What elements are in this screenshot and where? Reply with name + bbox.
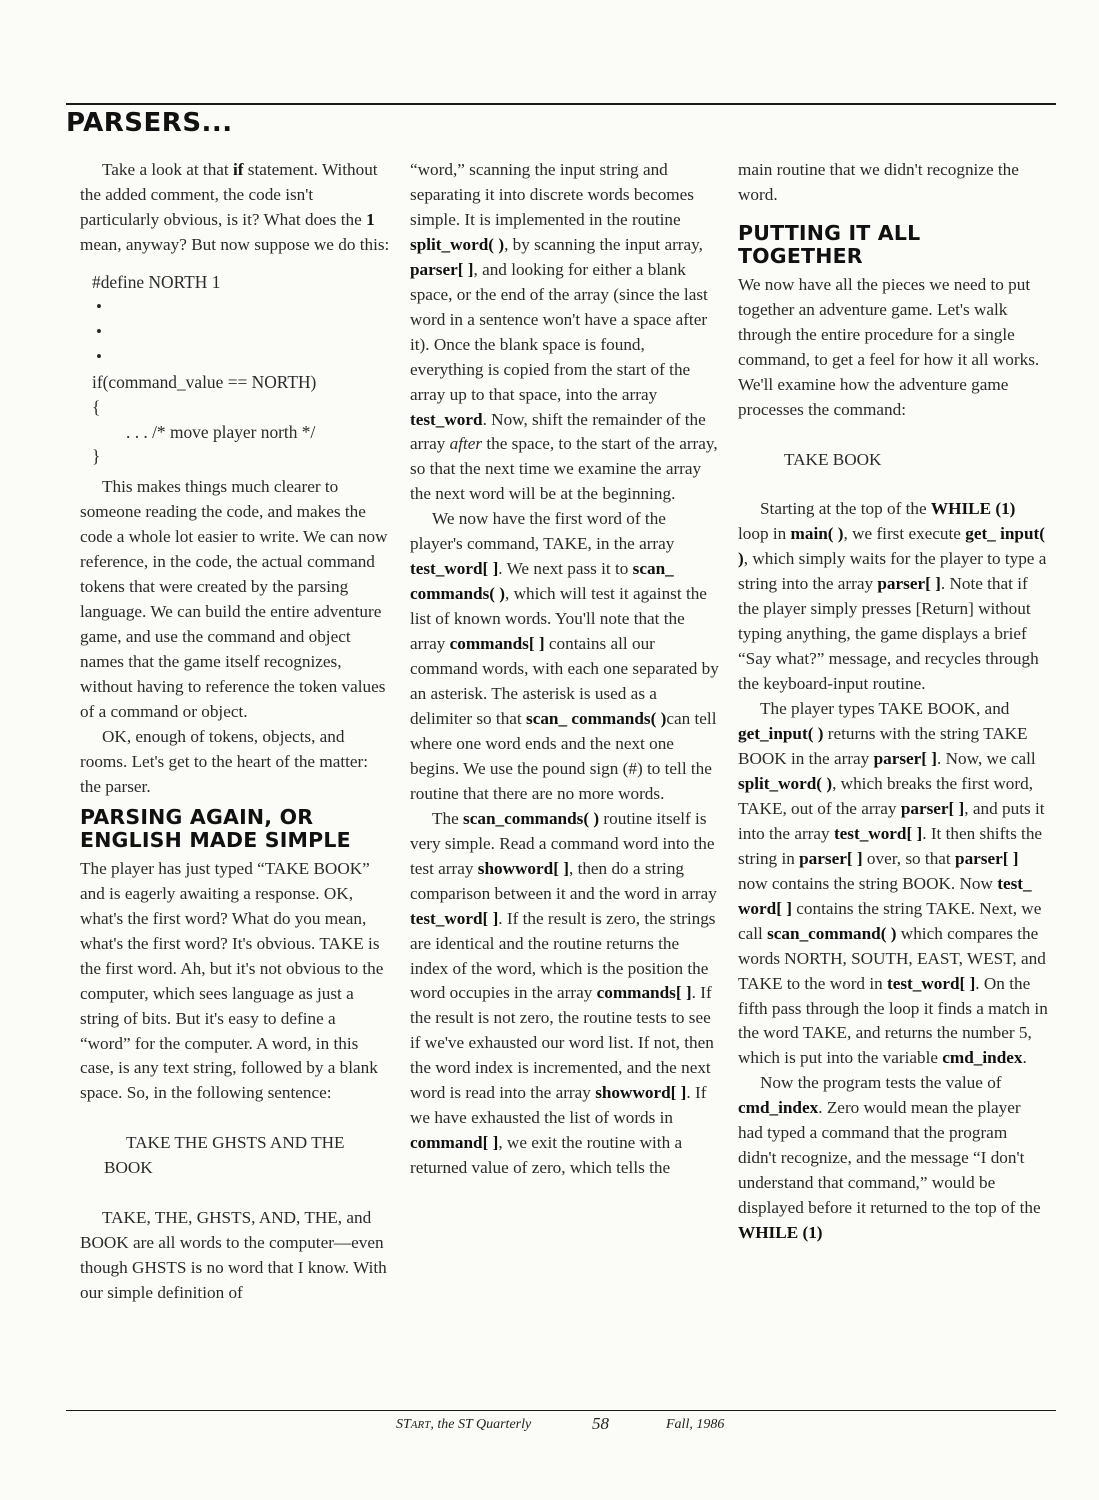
text-run: We now have the first word of the player's command, TAKE, in the array xyxy=(410,509,675,554)
code-term: parser[ ] xyxy=(955,848,1019,868)
text-run: . On the fifth pass through the loop it finds a match in the word TAKE, and returns the number 5, which is put into the variable xyxy=(738,973,1048,1068)
code-line-define: #define NORTH 1 xyxy=(92,271,221,292)
code-term: WHILE (1) xyxy=(930,499,1016,519)
column-3 xyxy=(738,158,1048,1246)
text-run: The player has just typed “TAKE BOOK” and is eagerly awaiting a response. OK, what's the first word? What do you mean, what's the first word? It's obvious. TAKE is the first word. Ah, but it's not obvious to the computer, which sees language as just a string of bits. But it's easy to define a “word” for the computer. A word, in this case, is any text string, followed by a blank space. So, in the following sentence: xyxy=(80,858,384,1103)
code-term: scan_commands( ) xyxy=(463,808,600,828)
code-term: scan_ commands( ) xyxy=(526,708,667,728)
paragraph xyxy=(738,697,1048,1071)
code-line-open-brace: { xyxy=(92,396,101,417)
paragraph xyxy=(80,158,390,258)
paragraph xyxy=(410,507,720,806)
code-term: split_word( ) xyxy=(410,234,505,254)
text-run: loop in xyxy=(738,524,791,544)
paragraph xyxy=(410,807,720,1181)
code-term: parser[ ] xyxy=(410,259,474,279)
text-run: Take a look at that xyxy=(102,160,233,179)
text-run: which compares the words NORTH, SOUTH, EAST, WEST, and TAKE to the word in xyxy=(738,923,1046,993)
code-line-close-brace: } xyxy=(92,446,101,467)
code-term: scan_command( ) xyxy=(767,923,897,943)
ellipsis-dot: • xyxy=(96,321,102,341)
text-run: . If we have exhausted the list of words in xyxy=(410,1083,707,1128)
text-run: the space, to the start of the array, so that the next time we examine the array the next word will be at the beginning. xyxy=(410,434,718,504)
text-run: . Now, we call xyxy=(937,748,1036,768)
paragraph xyxy=(80,1206,390,1306)
code-term: get_ input( ) xyxy=(738,524,1045,569)
text-run: . Now, shift the remainder of the array xyxy=(410,409,706,454)
column-2 xyxy=(410,158,720,1181)
example-command: TAKE BOOK xyxy=(784,449,882,469)
text-run: routine itself is very simple. Read a command word into the test array xyxy=(410,808,715,878)
text-run: . It then shifts the string in xyxy=(738,823,1043,868)
text-run: OK, enough of tokens, objects, and rooms. Let's get to the heart of the matter: the parser. xyxy=(80,726,369,796)
code-term: if xyxy=(233,160,244,179)
text-run: , which will test it against the list of known words. You'll note that the array xyxy=(410,584,707,654)
text-run: now contains the string BOOK. Now xyxy=(738,873,998,893)
text-run: contains all our command words, with each one separated by an asterisk. The asterisk is used as a delimiter so that xyxy=(410,634,719,728)
text-run: contains the string TAKE. Next, we call xyxy=(738,898,1042,943)
text-run: The xyxy=(432,808,464,828)
code-term: test_word[ ] xyxy=(833,823,923,843)
issue-date: Fall, 1986 xyxy=(666,1417,725,1432)
text-run: , and puts it into the array xyxy=(738,798,1045,843)
text-run: can tell where one word ends and the next one begins. We use the pound sign (#) to tell the routine that there are no more words. xyxy=(410,708,717,803)
paragraph xyxy=(738,1071,1048,1246)
paragraph xyxy=(80,725,390,800)
code-term: showword[ ] xyxy=(477,858,569,878)
code-line-if: if(command_value == NORTH) xyxy=(92,371,317,392)
text-run: Starting at the top of the xyxy=(760,499,931,519)
code-term: parser[ ] xyxy=(900,798,965,818)
code-line-body: . . . /* move player north */ xyxy=(126,421,316,442)
code-term: test_word xyxy=(410,409,483,429)
code-term: showword[ ] xyxy=(595,1083,687,1103)
code-term: 1 xyxy=(366,209,375,229)
code-term: parser[ ] xyxy=(799,848,863,868)
top-rule xyxy=(66,103,1056,105)
subheading: PUTTING IT ALL TOGETHER xyxy=(738,220,921,268)
text-run: We now have all the pieces we need to put together an adventure game. Let's walk through the entire procedure for a single command, to get a feel for how it all works. We'll examine how the adventure game processes the command: xyxy=(738,274,1040,419)
page-number: 58 xyxy=(592,1414,609,1433)
text-run: statement. Without the added comment, the code isn't particularly obvious, is it? What does the xyxy=(80,160,378,229)
code-block xyxy=(92,270,390,470)
text-run: mean, anyway? But now suppose we do this: xyxy=(80,234,390,254)
ellipsis-dot: • xyxy=(96,346,102,366)
text-run: . If the result is not zero, the routine tests to see if we've exhausted our word list. If not, then the word index is incremented, and the next word is read into the array xyxy=(410,983,714,1103)
code-term: commands[ ] xyxy=(449,634,545,654)
subheading: PARSING AGAIN, OR ENGLISH MADE SIMPLE xyxy=(80,804,351,852)
code-term: test_word[ ] xyxy=(410,908,499,928)
text-run: , then do a string comparison between it and the word in array xyxy=(410,858,717,903)
paragraph xyxy=(738,158,1048,208)
text-run: , and looking for either a blank space, or the end of the array (since the last word in a sentence won't have a space after it). Once the blank space is found, everything is copied from the start of the array up to that space, into the array xyxy=(410,259,708,404)
paragraph xyxy=(738,497,1048,697)
ellipsis-dot: • xyxy=(96,296,102,316)
code-term: test_word[ ] xyxy=(887,973,976,993)
code-term: parser[ ] xyxy=(873,748,938,768)
page-footer xyxy=(0,1415,1099,1437)
text-run: , which breaks the first word, TAKE, out of the array xyxy=(738,773,1034,818)
text-run: returns with the string TAKE BOOK in the array xyxy=(738,724,1028,768)
code-term: cmd_index xyxy=(738,1098,819,1118)
code-term: scan_ commands( ) xyxy=(410,559,674,604)
text-run: , we exit the routine with a returned value of zero, which tells the xyxy=(410,1133,683,1178)
code-term: main( ) xyxy=(790,524,844,544)
paragraph xyxy=(410,158,720,507)
text-run: This makes things much clearer to someone reading the code, and makes the code a whole lot easier to write. We can now reference, in the code, the actual command tokens that were created by the parsing language. We can build the entire adventure game, and use the command and object names that the game itself recognizes, without having to reference the token values of a command or object. xyxy=(80,477,388,722)
text-run: . We next pass it to xyxy=(498,559,633,579)
code-term: commands[ ] xyxy=(596,983,692,1003)
code-term: command[ ] xyxy=(410,1133,499,1153)
code-term: cmd_index xyxy=(942,1048,1023,1068)
code-term: get_input( ) xyxy=(738,724,824,744)
text-run: The player types TAKE BOOK, and xyxy=(760,699,1010,719)
code-term: split_word( ) xyxy=(738,773,833,793)
column-1 xyxy=(80,158,390,1306)
text-run: TAKE, THE, GHSTS, AND, THE, and BOOK are all words to the computer—even though GHSTS is no word that I know. With our simple definition of xyxy=(80,1208,387,1302)
text-run: . If the result is zero, the strings are identical and the routine returns the index of the word, which is the position the word occupies in the array xyxy=(410,908,716,1003)
paragraph xyxy=(80,475,390,725)
text-run: . Note that if the player simply presses [Return] without typing anything, the game displays a brief “Say what?” message, and recycles through the keyboard-input routine. xyxy=(738,574,1039,694)
bottom-rule xyxy=(66,1410,1056,1411)
code-term: test_ word[ ] xyxy=(738,873,1032,918)
text-run: , which simply waits for the player to type a string into the array xyxy=(738,549,1047,594)
code-term: test_word[ ] xyxy=(410,559,499,579)
page-title: PARSERS... xyxy=(66,108,233,138)
text-run: main routine that we didn't recognize the word. xyxy=(738,160,1019,204)
text-run: Now the program tests the value of xyxy=(760,1073,1002,1093)
paragraph xyxy=(738,273,1048,423)
code-term: parser[ ] xyxy=(877,574,941,594)
text-run: . Zero would mean the player had typed a command that the program didn't recognize, and the message “I don't understand that command,” would be displayed before it returned to the top of the xyxy=(738,1098,1041,1218)
example-sentence: TAKE THE GHSTS AND THE BOOK xyxy=(104,1133,345,1178)
publication-name: START, the ST Quarterly xyxy=(396,1417,532,1432)
text-run: , by scanning the input array, xyxy=(504,234,703,254)
text-run: , we first execute xyxy=(843,524,966,544)
text-run: . xyxy=(1022,1048,1027,1068)
text-run: “word,” scanning the input string and separating it into discrete words becomes simple. It is implemented in the routine xyxy=(410,160,694,229)
code-term: WHILE (1) xyxy=(738,1223,823,1243)
emphasis: after xyxy=(449,434,483,454)
text-run: over, so that xyxy=(862,848,956,868)
paragraph xyxy=(80,857,390,1107)
